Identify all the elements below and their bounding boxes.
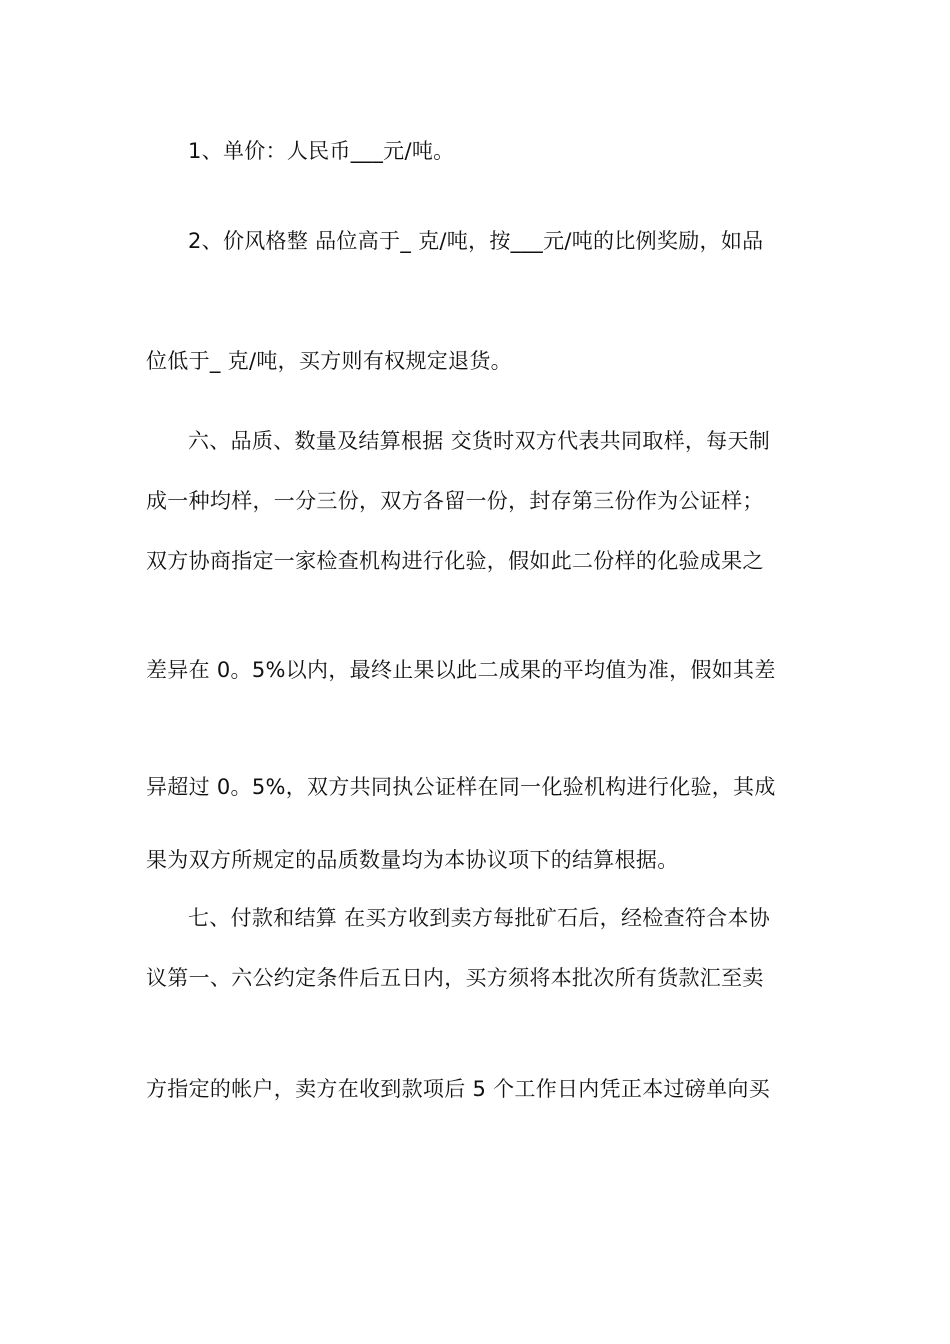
text-line-sample-split: 成一种均样，一分三份，双方各留一份，封存第三份作为公证样； <box>146 489 764 513</box>
text-line-difference-exceeds: 异超过 0。5%，双方共同执公证样在同一化验机构进行化验，其成 <box>146 775 776 799</box>
text-line-payment-terms: 议第一、六公约定条件后五日内，买方须将本批次所有货款汇至卖 <box>146 966 764 990</box>
text-line-return-right: 位低于_ 克/吨，买方则有权规定退货。 <box>146 349 512 373</box>
text-line-inspection-agency: 双方协商指定一家检查机构进行化验，假如此二份样的化验成果之 <box>146 549 764 573</box>
text-line-price-adjustment: 2、价风格整 品位高于_ 克/吨，按___元/吨的比例奖励，如品 <box>188 229 764 253</box>
text-line-unit-price: 1、单价：人民币___元/吨。 <box>188 139 455 163</box>
text-line-settlement-basis: 果为双方所规定的品质数量均为本协议项下的结算根据。 <box>146 848 679 872</box>
text-line-designated-account: 方指定的帐户，卖方在收到款项后 5 个工作日内凭正本过磅单向买 <box>146 1077 771 1101</box>
text-line-difference-within: 差异在 0。5%以内，最终止果以此二成果的平均值为准，假如其差 <box>146 658 776 682</box>
text-line-section-six-heading: 六、品质、数量及结算根据 交货时双方代表共同取样，每天制 <box>188 429 771 453</box>
text-line-section-seven-heading: 七、付款和结算 在买方收到卖方每批矿石后，经检查符合本协 <box>188 906 771 930</box>
